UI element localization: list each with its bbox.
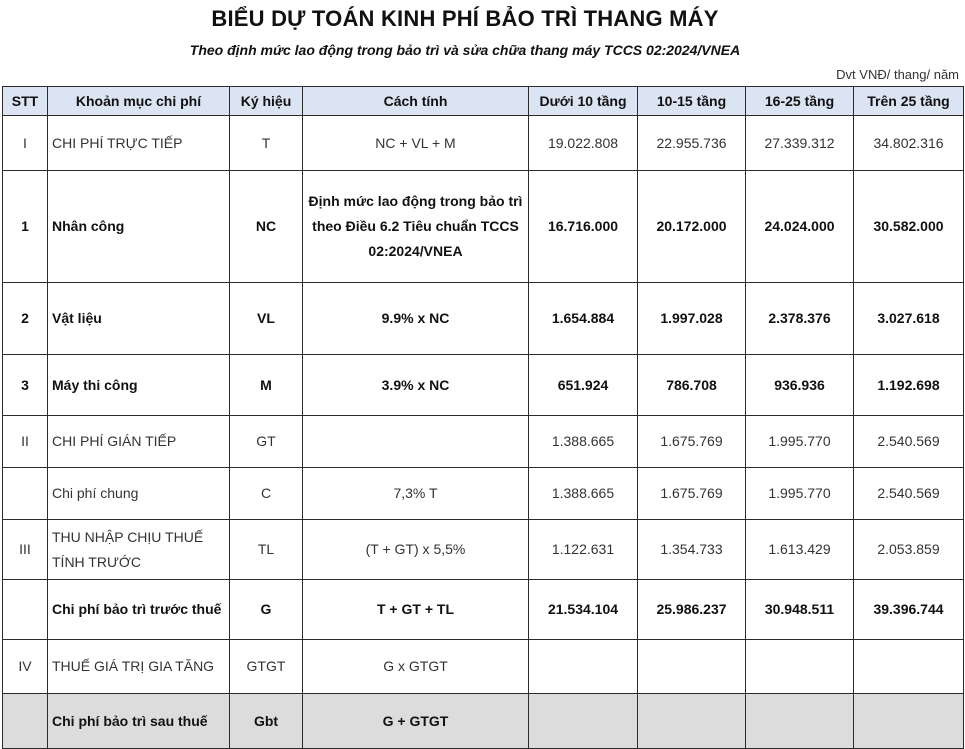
header-10-15-floors: 10-15 tầng: [638, 87, 746, 116]
cell-value: 1.995.770: [746, 468, 854, 520]
cell-value: 2.540.569: [854, 468, 964, 520]
cell-symbol: M: [230, 355, 303, 416]
cell-formula: 9.9% x NC: [303, 283, 529, 355]
cell-value: 1.122.631: [529, 520, 638, 580]
header-symbol: Ký hiệu: [230, 87, 303, 116]
cell-value: 22.955.736: [638, 116, 746, 171]
cell-item: THUẾ GIÁ TRỊ GIA TĂNG: [48, 640, 230, 694]
table-row: [3, 355, 964, 416]
cell-value: [746, 640, 854, 694]
cell-value: [529, 694, 638, 749]
cell-item: Chi phí bảo trì trước thuế: [48, 580, 230, 640]
table-row: [3, 694, 964, 749]
cell-symbol: GTGT: [230, 640, 303, 694]
cell-value: 1.997.028: [638, 283, 746, 355]
cell-stt: [3, 580, 48, 640]
cell-value: [638, 694, 746, 749]
cell-stt: [3, 694, 48, 749]
header-under-10-floors: Dưới 10 tầng: [529, 87, 638, 116]
cell-item: Vật liệu: [48, 283, 230, 355]
table-row: [3, 171, 964, 283]
cell-formula: G + GTGT: [303, 694, 529, 749]
cell-item: CHI PHÍ TRỰC TIẾP: [48, 116, 230, 171]
page-title: BIỂU DỰ TOÁN KINH PHÍ BẢO TRÌ THANG MÁY: [211, 6, 719, 31]
cell-value: 1.388.665: [529, 416, 638, 468]
cell-stt: II: [3, 416, 48, 468]
cell-formula: G x GTGT: [303, 640, 529, 694]
cell-value: 16.716.000: [529, 171, 638, 283]
header-formula: Cách tính: [303, 87, 529, 116]
unit-label: Dvt VNĐ/ thang/ năm: [836, 67, 959, 82]
cell-stt: III: [3, 520, 48, 580]
cell-formula: Định mức lao động trong bảo trì theo Điều 6.2 Tiêu chuẩn TCCS 02:2024/VNEA: [303, 171, 529, 283]
cell-stt: 3: [3, 355, 48, 416]
header-over-25-floors: Trên 25 tầng: [854, 87, 964, 116]
table-row: [3, 283, 964, 355]
cell-value: 27.339.312: [746, 116, 854, 171]
cell-item: THU NHẬP CHỊU THUẾ TÍNH TRƯỚC: [48, 520, 230, 580]
cell-value: 786.708: [638, 355, 746, 416]
cell-value: 39.396.744: [854, 580, 964, 640]
cell-value: [854, 640, 964, 694]
cell-item: Chi phí chung: [48, 468, 230, 520]
cell-formula: (T + GT) x 5,5%: [303, 520, 529, 580]
cell-value: [746, 694, 854, 749]
cell-symbol: GT: [230, 416, 303, 468]
cell-value: 1.388.665: [529, 468, 638, 520]
cell-symbol: NC: [230, 171, 303, 283]
cell-item: Chi phí bảo trì sau thuế: [48, 694, 230, 749]
cell-item: Máy thi công: [48, 355, 230, 416]
cell-value: 21.534.104: [529, 580, 638, 640]
cost-estimate-table: [2, 86, 964, 749]
cell-symbol: T: [230, 116, 303, 171]
cell-formula: NC + VL + M: [303, 116, 529, 171]
table-row: [3, 416, 964, 468]
cell-value: 936.936: [746, 355, 854, 416]
cell-formula: [303, 416, 529, 468]
table-header-row: [3, 87, 964, 116]
cell-value: 1.995.770: [746, 416, 854, 468]
cell-value: 34.802.316: [854, 116, 964, 171]
table-row: [3, 580, 964, 640]
cell-formula: 3.9% x NC: [303, 355, 529, 416]
cell-item: Nhân công: [48, 171, 230, 283]
cell-value: 1.675.769: [638, 416, 746, 468]
cell-value: 19.022.808: [529, 116, 638, 171]
cell-stt: I: [3, 116, 48, 171]
table-row: [3, 468, 964, 520]
table-row: [3, 116, 964, 171]
cell-symbol: VL: [230, 283, 303, 355]
cell-value: 30.948.511: [746, 580, 854, 640]
cell-formula: 7,3% T: [303, 468, 529, 520]
cell-value: 20.172.000: [638, 171, 746, 283]
header-item: Khoản mục chi phí: [48, 87, 230, 116]
table-row: [3, 640, 964, 694]
cell-value: 1.675.769: [638, 468, 746, 520]
cell-symbol: C: [230, 468, 303, 520]
cell-value: 1.192.698: [854, 355, 964, 416]
cell-value: 2.378.376: [746, 283, 854, 355]
cell-stt: 2: [3, 283, 48, 355]
cell-value: 651.924: [529, 355, 638, 416]
cell-value: [638, 640, 746, 694]
header-16-25-floors: 16-25 tầng: [746, 87, 854, 116]
cell-value: 30.582.000: [854, 171, 964, 283]
cell-symbol: Gbt: [230, 694, 303, 749]
cell-stt: [3, 468, 48, 520]
cell-stt: IV: [3, 640, 48, 694]
cell-value: 1.654.884: [529, 283, 638, 355]
cell-item: CHI PHÍ GIÁN TIẾP: [48, 416, 230, 468]
cell-value: 24.024.000: [746, 171, 854, 283]
cell-value: 2.053.859: [854, 520, 964, 580]
cell-value: [529, 640, 638, 694]
cell-value: 3.027.618: [854, 283, 964, 355]
cell-stt: 1: [3, 171, 48, 283]
cell-value: 1.354.733: [638, 520, 746, 580]
cell-formula: T + GT + TL: [303, 580, 529, 640]
cell-symbol: TL: [230, 520, 303, 580]
page-subtitle: Theo định mức lao động trong bảo trì và sửa chữa thang máy TCCS 02:2024/VNEA: [189, 42, 741, 58]
cell-symbol: G: [230, 580, 303, 640]
cell-value: 2.540.569: [854, 416, 964, 468]
table-row: [3, 520, 964, 580]
cell-value: 1.613.429: [746, 520, 854, 580]
cell-value: [854, 694, 964, 749]
cell-value: 25.986.237: [638, 580, 746, 640]
header-stt: STT: [3, 87, 48, 116]
